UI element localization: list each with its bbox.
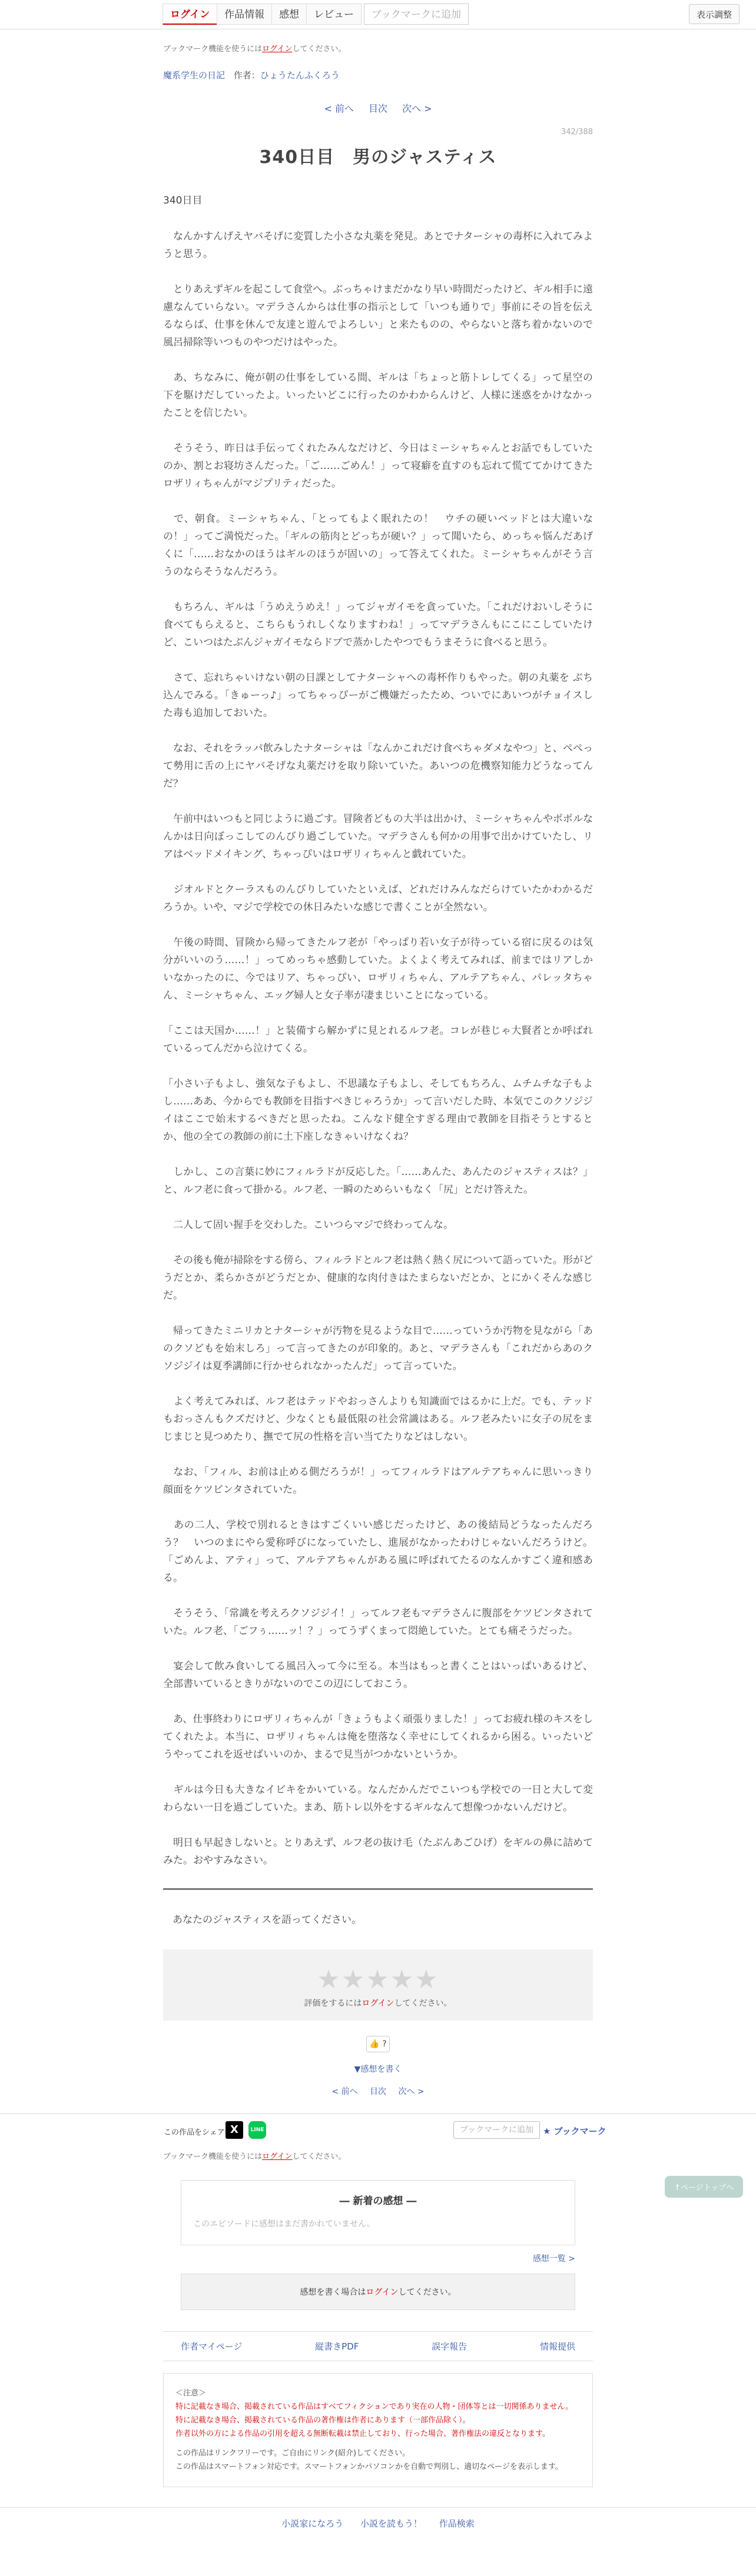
bookmark-note-prefix: ブックマーク機能を使うには: [163, 2152, 263, 2161]
rating-box: [163, 1949, 593, 2021]
tab-login[interactable]: ログイン: [163, 4, 217, 25]
paragraph: なお、「フィル、お前は止める側だろうが！」ってフィルラドはアルテアちゃんに思いっきり顔面をケツビンタされていた。: [163, 1466, 593, 1496]
bookmark-login-link[interactable]: ログイン: [262, 2152, 293, 2161]
afterword-divider: [163, 1888, 593, 1890]
impression-login-link[interactable]: ログイン: [366, 2288, 399, 2297]
paragraph: 帰ってきたミニリカとナターシャが汚物を見るような目で……っていうか汚物を見ながら「あのクソどもを始末しろ」って言ってきたのが印象的。あと、マデラさんも「これだからあのクソジジイは夏季講師に行かせられなかったんだ」って言っていた。: [163, 1325, 593, 1372]
tab-review[interactable]: レビュー: [306, 4, 362, 25]
write-review-link[interactable]: ▼感想を書く: [354, 2065, 402, 2074]
paragraph: 宴会して飲み食いしてる風呂入って今に至る。本当はもっと書くことはいっぱいあるけど、全部書いているときりがないのでこの辺にしておこう。: [163, 1660, 593, 1690]
paragraph: で、朝食。ミーシャちゃん、「とってもよく眠れたの！ ウチの硬いベッドとは大違いなの！」ってご満悦だった。「ギルの筋肉とどっちが硬い？」って聞いたら、めっちゃ悩んだあげくに「……おなかのほうはギルのほうが固いの」って答えてくれた。ミーシャちゃんがそう言うのならそうなんだろう。: [163, 513, 593, 578]
footer-link-narou[interactable]: 小説家になろう: [281, 2518, 344, 2529]
prev-link[interactable]: < 前へ: [331, 2087, 358, 2096]
rating-note: [163, 1997, 593, 2009]
main-column: [163, 42, 593, 2097]
prev-link[interactable]: < 前へ: [324, 103, 354, 114]
afterword-text: あなたのジャスティスを語ってください。: [173, 1914, 362, 1926]
paragraph: ジオルドとクーラスものんびりしていたといえば、どれだけみんなだらけていたかわかるだろうか。いや、マジで学校での休日みたいな感じで書くことが全然ない。: [163, 884, 593, 913]
pager-top: [163, 101, 593, 115]
x-share-icon[interactable]: X: [226, 2121, 243, 2139]
paragraph: あの二人、学校で別れるときはすごくいい感じだったけど、あの後結局どうなったんだろう？ いつのまにやら愛称呼びになっていたし、進展がなかったわけじゃないんだろうけど。「ごめんよ、アティ」って、アルテアちゃんがある風に呼ばれてたるのなんかすごく違和感ある。: [163, 1519, 593, 1584]
bookmark-login-link[interactable]: ログイン: [262, 45, 293, 54]
paragraph: 明日も早起きしないと。とりあえず、ルフ老の抜け毛（たぶんあごひげ）をギルの鼻に詰めてみた。おやすみなさい。: [163, 1837, 593, 1866]
paragraph: なお、それをラッパ飲みしたナターシャは「なんかこれだけ食べちゃダメなやつ」と、ぺぺって勢用に舌の上にヤバそげな丸薬だけを取り除いていた。あいつの危機察知能力どうなってんだ？: [163, 743, 593, 790]
lower-column: [163, 2150, 593, 2310]
impression-login-suffix: してください。: [398, 2288, 456, 2297]
bottom-links: [163, 2331, 593, 2361]
impressions-title-text: 新着の感想: [353, 2195, 403, 2207]
thumbs-up-icon: 👍: [369, 2039, 380, 2049]
paragraph: とりあえずギルを起こして食堂へ。ぶっちゃけまだかなり早い時間だったけど、ギル相手に遠慮なんていらない。マデラさんからは仕事の指示として「いつも通りで」事前にその旨を伝えるならば、仕事を休んで友達と遊んでよろしい」と来たものの、やらないと落ち着かないので風呂掃除等いつものやつだけはやった。: [163, 284, 593, 348]
bookmark-note-suffix: してください。: [292, 45, 346, 54]
toc-link[interactable]: 目次: [370, 2087, 386, 2096]
paragraph: 「ここは天国か……！」と装備すら解かずに見とれるルフ老。コレが巷じゃ大賢者とか呼ばれているってんだから泣けてくる。: [163, 1025, 593, 1054]
share-bar: [0, 2114, 756, 2146]
footer-link-search[interactable]: 作品検索: [439, 2518, 475, 2529]
pager-bottom: [163, 2085, 593, 2097]
bookmark-login-note: [163, 42, 593, 54]
notice-line: この作品はスマートフォン対応です。スマートフォンかパソコンかを自動で判別し、適切なページを表示します。: [175, 2462, 563, 2471]
paragraph: 二人して固い握手を交わした。こいつらマジで終わってんな。: [163, 1219, 453, 1231]
info-provide-link[interactable]: 情報提供: [539, 2341, 575, 2352]
like-button[interactable]: [366, 2036, 390, 2052]
bookmark-note-suffix: してください。: [292, 2152, 346, 2161]
paragraph: そうそう、昨日は手伝ってくれたみんなだけど、今日はミーシャちゃんとお話でもしていたのか、割とお寝坊さんだった。「ご……ごめん！」って寝癖を直すのも忘れて慌ててかけてきたロザリィちゃんがマジプリティだった。: [163, 442, 593, 490]
top-bar: [0, 0, 756, 29]
bookmark-add-button-bottom[interactable]: ブックマークに追加: [453, 2121, 540, 2139]
next-link[interactable]: 次へ >: [402, 103, 432, 114]
share-label: この作品をシェア: [164, 2128, 225, 2137]
notice-line: 特に記載なき場合、掲載されている作品はすべてフィクションであり実在の人物・団体等とは一切関係ありません。: [175, 2402, 573, 2411]
tab-work-info[interactable]: 作品情報: [217, 4, 271, 25]
display-settings-button[interactable]: 表示調整: [689, 4, 740, 24]
paragraph: そうそう、「常識を考えろクソジジイ！」ってルフ老もマデラさんに腹部をケツビンタされていた。ルフ老、「ごフぅ……ッ！？」ってうずくまって悶絶していた。とても痛そうだった。: [163, 1607, 593, 1637]
tab-impressions[interactable]: 感想: [271, 4, 306, 25]
impressions-empty: このエピソードに感想はまだ書かれていません。: [193, 2219, 375, 2229]
next-link[interactable]: 次へ >: [398, 2087, 425, 2096]
novel-body: [163, 228, 593, 1869]
series-title-link[interactable]: 魔系学生の日記: [163, 70, 226, 81]
impression-login-box: [181, 2274, 575, 2310]
bookmark-link[interactable]: ★ ブックマーク: [543, 2126, 606, 2136]
paragraph: しかし、この言葉に妙にフィルラドが反応した。「……あんた、あんたのジャスティスは？」と、ルフ老に食って掛かる。ルフ老、一瞬のためらいもなく「尻」とだけ答えた。: [163, 1166, 593, 1196]
paragraph: 午前中はいつもと同じように過ごす。冒険者どもの大半は出かけ、ミーシャちゃんやポポルなんかは日向ぼっこしてのんびり過ごしていた。マデラさんも何かの用事で出かけていたし、リアはベッドメイキング、ちゃっぴいはロザリィちゃんと戯れていた。: [163, 813, 593, 860]
notice-heading: ＜注意＞: [175, 2389, 207, 2398]
like-area: [163, 2036, 593, 2052]
footer-links: [0, 2507, 756, 2530]
page-number: 342/388: [561, 128, 593, 137]
typo-report-link[interactable]: 誤字報告: [432, 2341, 467, 2352]
author-link[interactable]: ひょうたんふくろう: [260, 70, 340, 81]
paragraph: 午後の時間、冒険から帰ってきたルフ老が「やっぱり若い女子が待っている宿に戻るのは気分がいいのう……！」ってめっちゃ感動していた。よくよく考えてみれば、前まではリアしかいなかったのに、今ではリア、ちゃっぴい、ロザリィちゃん、アルテアちゃん、パレッタちゃん、ミーシャちゃん、エッグ婦人と女子率が凄まじいことになっている。: [163, 937, 593, 1001]
paragraph: あ、仕事終わりにロザリィちゃんが「きょうもよく頑張りました！」ってお疲れ様のキスをしてくれたよ。本当に、ロザリィちゃんは俺を堕落なく幸せにしてくれるから困る。いったいどうやってこれを返せばいいのか、まるで見当がつかないというか。: [163, 1713, 593, 1760]
paragraph: ギルは今日も大きなイビキをかいている。なんだかんだでこいつも学校での一日と大して変わらない一日を過ごしていた。まあ、筋トレ以外をするギルなんて想像つかないんだけど。: [163, 1784, 593, 1813]
author-mypage-link[interactable]: 作者マイページ: [181, 2341, 243, 2352]
like-count: ?: [382, 2039, 387, 2049]
series-line: [163, 69, 593, 81]
rating-stars[interactable]: ★★★★★: [317, 1965, 439, 1995]
top-nav: [163, 4, 469, 25]
paragraph: 「小さい子もよし、強気な子もよし、不思議な子もよし、そしてもちろん、ムチムチな子もよし……ああ、今からでも教師を目指すべきじゃろうか」って言いだした時、本気でこのクソジジイはここで始末するべきだと思ったね。こんなド健全すぎる理由で教師を目指そうとするとか、他の全ての教師の前に土下座しなきゃいけなくね？: [163, 1078, 593, 1143]
notice-line: 作者以外の方による作品の引用を超える無断転載は禁止しており、行った場合、著作権法の違反となります。: [175, 2429, 550, 2438]
impression-login-prefix: 感想を書く場合は: [300, 2288, 366, 2297]
toc-link[interactable]: 目次: [368, 103, 387, 114]
paragraph: なんかすんげえヤバそげに変質した小さな丸薬を発見。あとでナターシャの毒杯に入れてみようと思う。: [163, 231, 593, 260]
vertical-pdf-link[interactable]: 縦書きPDF: [315, 2341, 359, 2352]
bookmark-add-button[interactable]: ブックマークに追加: [364, 4, 469, 25]
footer-link-yomou[interactable]: 小説を読もう！: [360, 2518, 422, 2529]
rating-note-suffix: してください。: [394, 1999, 452, 2008]
impressions-box: [181, 2180, 575, 2245]
notice-line: 特に記載なき場合、掲載されている作品の著作権は作者にあります（一部作品除く）。: [175, 2416, 470, 2425]
rating-note-prefix: 評価をするには: [304, 1999, 362, 2008]
notice-line: この作品はリンクフリーです。ご自由にリンク(紹介)してください。: [175, 2449, 410, 2458]
impressions-title: ― 新着の感想 ―: [339, 2195, 417, 2207]
paragraph: さて、忘れちゃいけない朝の日課としてナターシャへの毒杯作りもやった。朝の丸薬を ぶち込んでみる。「きゅーっ♪」ってちゃっぴーがご機嫌だったため、ついでにあいつがチョイスした毒も追加しておいた。: [163, 672, 593, 719]
chapter-subtitle: 340日目: [163, 195, 203, 207]
bookmark-note-prefix: ブックマーク機能を使うには: [163, 45, 263, 54]
impressions-list-link[interactable]: 感想一覧 >: [532, 2254, 575, 2264]
rating-login-link[interactable]: ログイン: [362, 1999, 394, 2008]
chapter-title: 340日目 男のジャスティス: [259, 147, 497, 168]
paragraph: もちろん、ギルは「うめえうめえ！」ってジャガイモを貪っていた。「これだけおいしそうに食べてもらえると、こちらもうれしくなりますわね！」ってマデラさんもにこにこしていたけど、こいつはたぶんジャガイモならドブで蒸かしたやつでもうまそうに食べると思う。: [163, 601, 593, 648]
line-share-icon[interactable]: LINE: [248, 2121, 266, 2139]
author-label: 作者：: [233, 70, 260, 81]
paragraph: よく考えてみれば、ルフ老はテッドやおっさんよりも知識面ではるかに上だ。でも、テッドもおっさんもクズだけど、少なくとも最低限の社会常識はある。ルフ老みたいに女子の尻をまじまじと見つめたり、撫でて尻の性格を言い当てたりなどはしない。: [163, 1396, 593, 1443]
paragraph: あ、ちなみに、俺が朝の仕事をしている間、ギルは「ちょっと筋トレしてくる」って星空の下を駆けだしていったよ。いったいどこに行ったのかわからんけど、人様に迷惑をかけなかったことを信じたい。: [163, 372, 593, 419]
paragraph: その後も俺が掃除をする傍ら、フィルラドとルフ老は熱く熱く尻について語っていた。形がどうだとか、柔らかさがどうだとか、健康的な肉付きはたまらないだとか、とにかくそんな感じだ。: [163, 1254, 593, 1302]
bookmark-login-note-bottom: [163, 2150, 593, 2161]
notice-box: [163, 2373, 593, 2487]
page-top-button[interactable]: ↑ページトップへ: [665, 2176, 743, 2198]
